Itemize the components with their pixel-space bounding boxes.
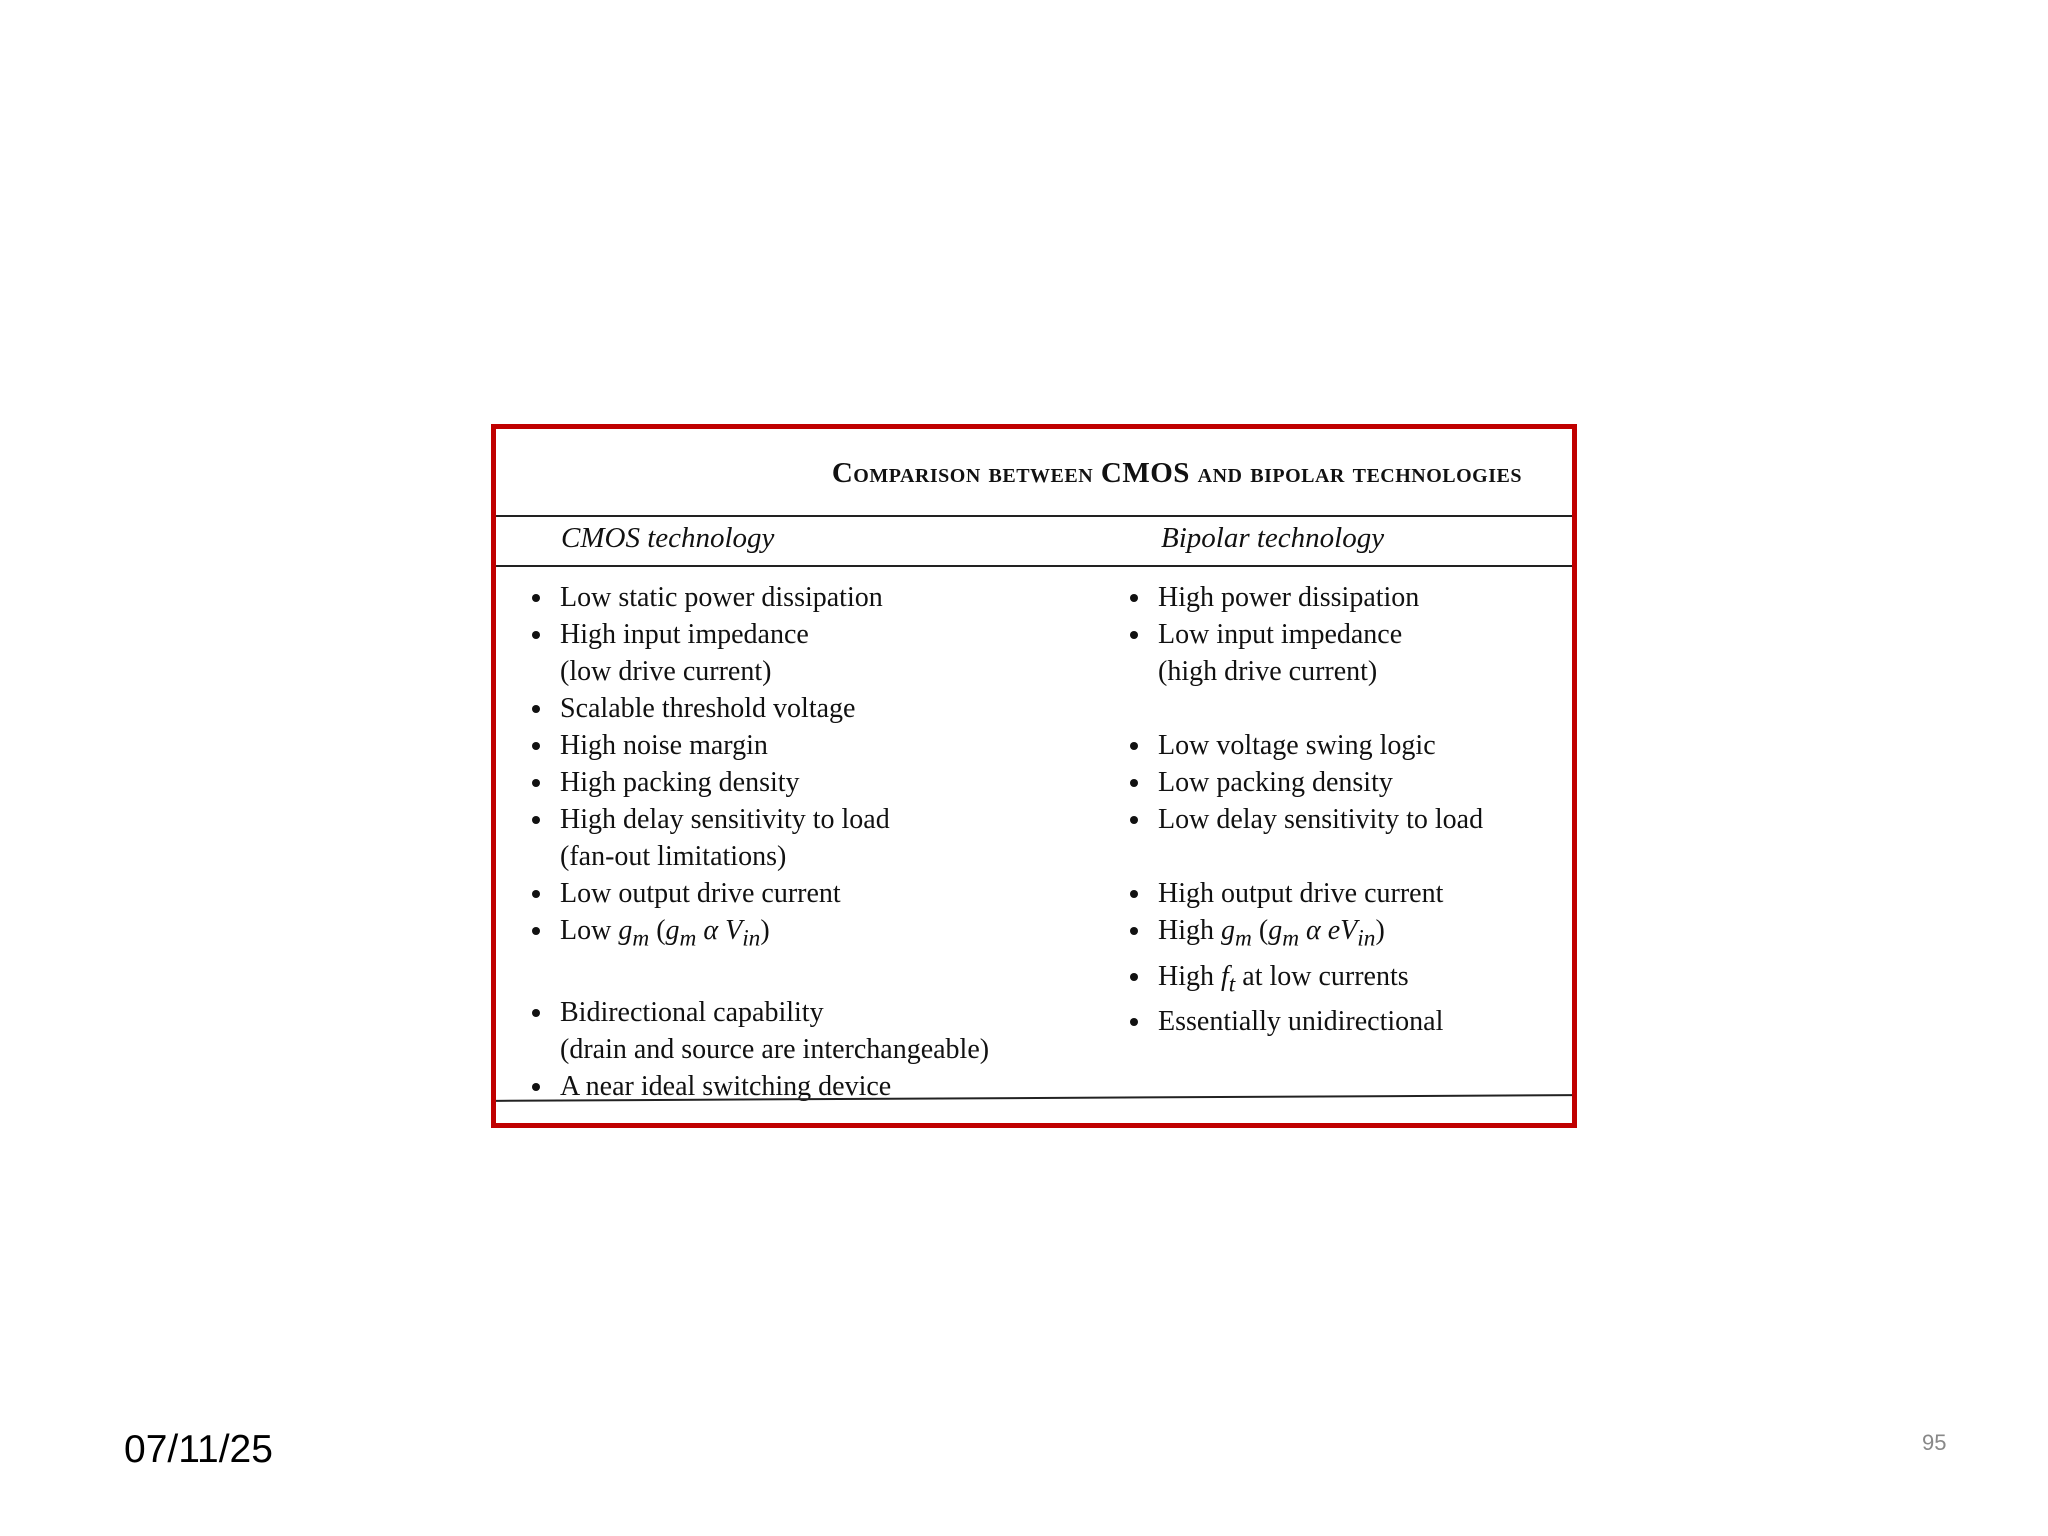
bullet-icon — [532, 779, 540, 787]
bipolar-list — [1122, 579, 1483, 1040]
cmos-column-header: CMOS technology — [561, 522, 775, 554]
bullet-icon — [532, 1083, 540, 1091]
bullet-icon — [1130, 1018, 1138, 1026]
bullet-icon — [1130, 890, 1138, 898]
bipolar-item: Low delay sensitivity to load — [1122, 801, 1483, 838]
cmos-list — [524, 579, 989, 1105]
cmos-item: A near ideal switching device — [524, 1068, 989, 1105]
bullet-icon — [532, 742, 540, 750]
cmos-item: High noise margin — [524, 727, 989, 764]
bullet-icon — [532, 816, 540, 824]
cmos-item: High packing density — [524, 764, 989, 801]
bullet-icon — [532, 1009, 540, 1017]
table-rule-top — [496, 515, 1572, 517]
comparison-table — [496, 429, 1572, 1123]
bipolar-item: Low input impedance (high drive current) — [1122, 616, 1483, 690]
table-image-frame — [491, 424, 1577, 1128]
bullet-icon — [532, 705, 540, 713]
table-title: Comparison between CMOS and bipolar technologies — [831, 457, 1522, 489]
cmos-item: High input impedance (low drive current) — [524, 616, 989, 690]
list-spacer — [524, 958, 989, 994]
bipolar-item: Essentially unidirectional — [1122, 1003, 1483, 1040]
bullet-icon — [532, 927, 540, 935]
bipolar-column-header: Bipolar technology — [1161, 522, 1385, 554]
cmos-item: Low output drive current — [524, 875, 989, 912]
bullet-icon — [1130, 742, 1138, 750]
table-rule-header — [496, 565, 1572, 567]
bipolar-item: Low voltage swing logic — [1122, 727, 1483, 764]
bipolar-item-ft: High $f_t$ at low currents — [1122, 958, 1483, 1004]
bullet-icon — [1130, 816, 1138, 824]
bullet-icon — [532, 631, 540, 639]
bullet-icon — [1130, 594, 1138, 602]
cmos-item: Low static power dissipation — [524, 579, 989, 616]
cmos-item: Scalable threshold voltage — [524, 690, 989, 727]
list-spacer — [1122, 690, 1483, 727]
bullet-icon — [532, 890, 540, 898]
bipolar-item: High output drive current — [1122, 875, 1483, 912]
slide-date: 07/11/25 — [124, 1428, 273, 1471]
bullet-icon — [1130, 927, 1138, 935]
slide-page-number: 95 — [1922, 1430, 1947, 1455]
bipolar-item: High power dissipation — [1122, 579, 1483, 616]
bullet-icon — [532, 594, 540, 602]
bullet-icon — [1130, 779, 1138, 787]
cmos-item-gm: Low $g_m$ ($g_m$ α $V_{in}$) — [524, 912, 989, 958]
cmos-item: Bidirectional capability (drain and source are interchangeable) — [524, 994, 989, 1068]
cmos-item: High delay sensitivity to load (fan-out limitations) — [524, 801, 989, 875]
bullet-icon — [1130, 631, 1138, 639]
bipolar-item: Low packing density — [1122, 764, 1483, 801]
bullet-icon — [1130, 973, 1138, 981]
list-spacer — [1122, 838, 1483, 875]
bipolar-item-gm: High $g_m$ ($g_m$ α $eV_{in}$) — [1122, 912, 1483, 958]
